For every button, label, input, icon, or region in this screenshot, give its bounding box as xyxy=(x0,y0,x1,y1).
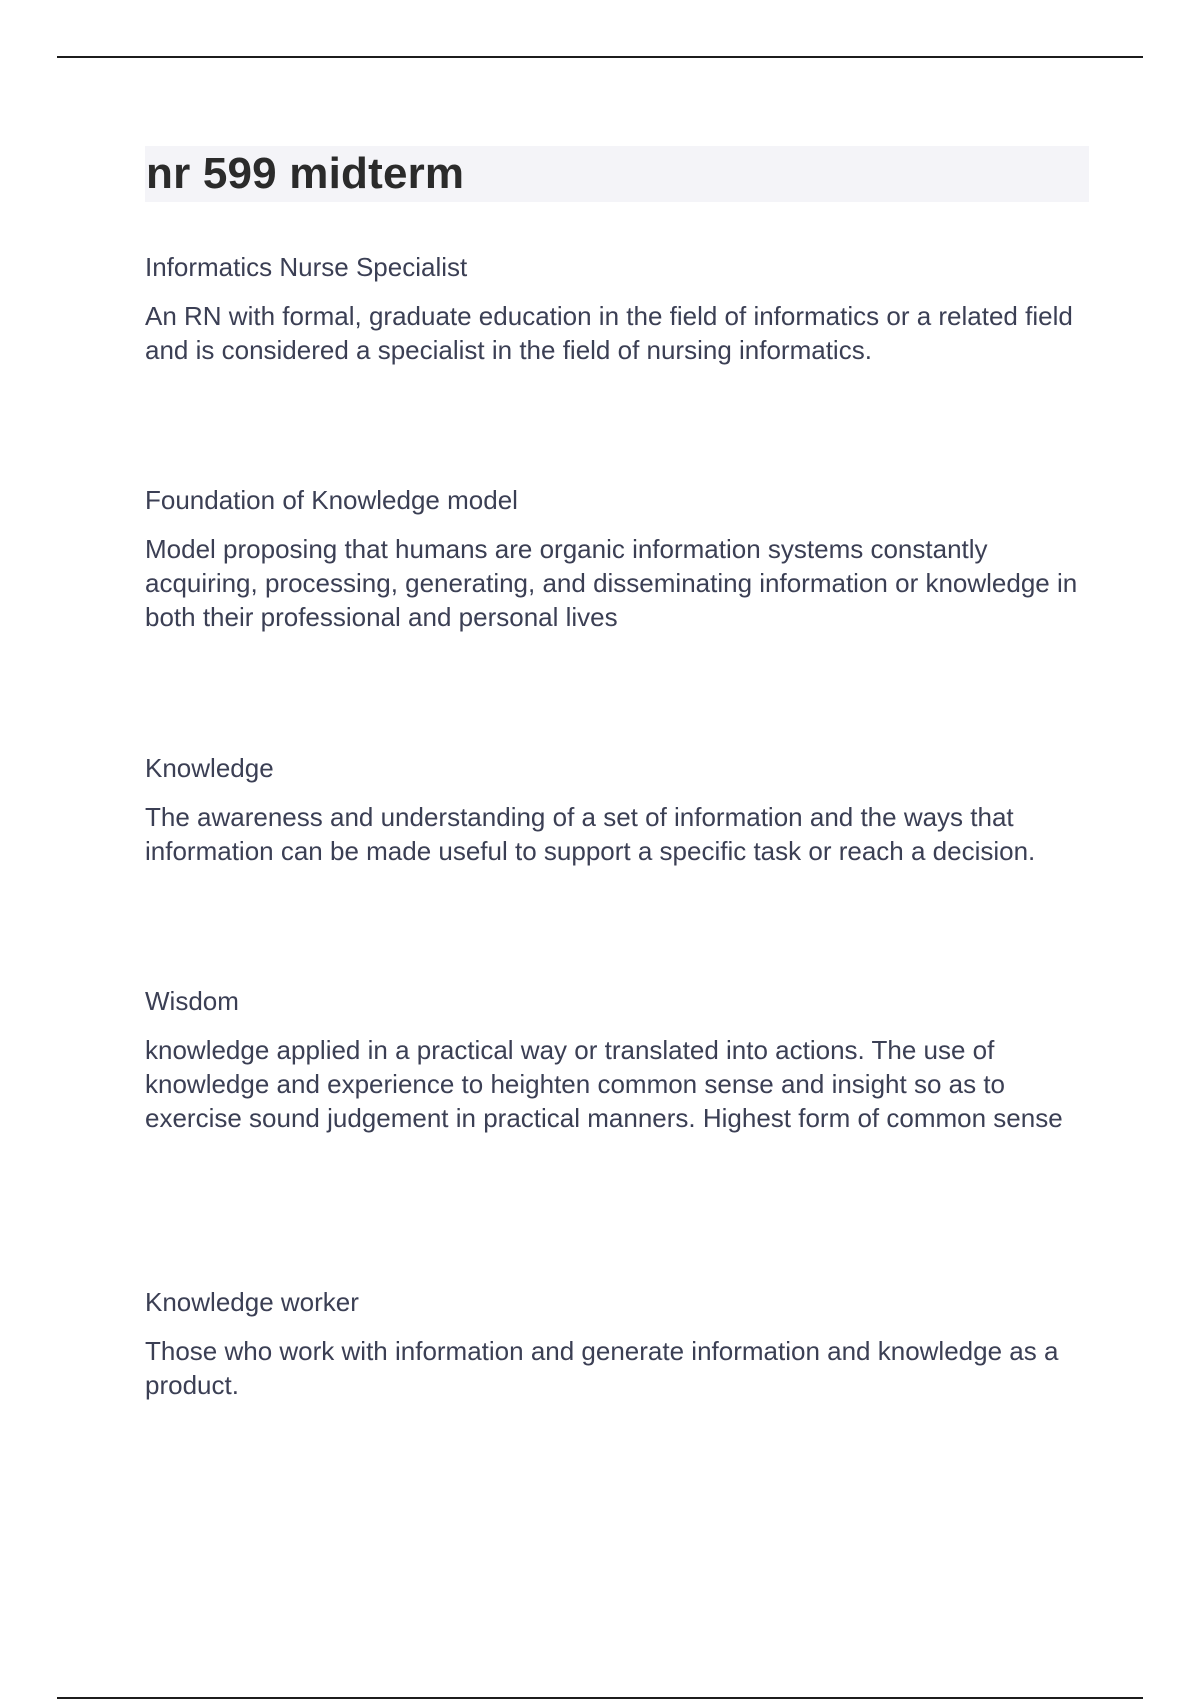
card-term: Foundation of Knowledge model xyxy=(145,485,518,515)
flashcard xyxy=(145,484,1089,634)
bottom-divider xyxy=(57,1697,1143,1699)
card-definition: Those who work with information and generate information and knowledge as a product. xyxy=(145,1336,1059,1400)
card-definition: knowledge applied in a practical way or translated into actions. The use of knowledge and experience to heighten common sense and insight so as to exercise sound judgement in practical manners. Highest form of common sense xyxy=(145,1035,1063,1133)
title-bar xyxy=(145,146,1089,202)
flashcard xyxy=(145,1286,1089,1402)
flashcard xyxy=(145,251,1089,367)
card-term: Wisdom xyxy=(145,986,239,1016)
page-title: nr 599 midterm xyxy=(146,149,465,198)
flashcard xyxy=(145,985,1089,1135)
card-definition: An RN with formal, graduate education in the field of informatics or a related field and is considered a specialist in the field of nursing informatics. xyxy=(145,301,1073,365)
card-term: Knowledge xyxy=(145,753,274,783)
top-divider xyxy=(57,56,1143,58)
card-term: Knowledge worker xyxy=(145,1287,359,1317)
card-definition: Model proposing that humans are organic information systems constantly acquiring, processing, generating, and disseminating information or knowledge in both their professional and personal lives xyxy=(145,534,1078,632)
card-definition: The awareness and understanding of a set of information and the ways that information can be made useful to support a specific task or reach a decision. xyxy=(145,802,1036,866)
card-term: Informatics Nurse Specialist xyxy=(145,252,468,282)
flashcard xyxy=(145,752,1089,868)
